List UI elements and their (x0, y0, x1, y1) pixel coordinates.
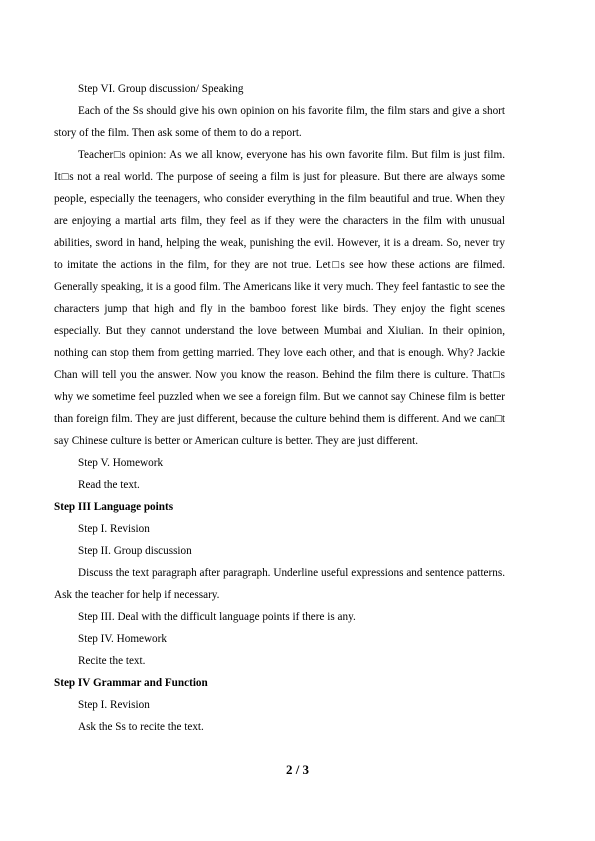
step-heading: Step IV. Homework (78, 633, 167, 645)
text-line: Recite the text. (78, 655, 146, 667)
text-line: Ask the Ss to recite the text. (78, 721, 204, 733)
page-number: 2 / 3 (285, 762, 310, 777)
step-heading: Step I. Revision (78, 523, 150, 535)
step-heading: Step II. Group discussion (78, 545, 192, 557)
document-body (54, 78, 505, 738)
step-heading: Step VI. Group discussion/ Speaking (78, 83, 244, 95)
paragraph: Discuss the text paragraph after paragraph. Underline useful expressions and sentence patterns. Ask the teacher for help if necessary. (54, 567, 505, 601)
step-heading: Step III. Deal with the difficult language points if there is any. (78, 611, 356, 623)
text-line: Read the text. (78, 479, 140, 491)
paragraph-teacher-opinion: Teacher□s opinion: As we all know, everyone has his own favorite film. But film is just film. It□s not a real world. The purpose of seeing a film is just for pleasure. But there are always some people, especially the teenagers, who consider everything in the film beautiful and true. When they are enjoying a martial arts film, they feel as if they were the characters in the film with unusual abilities, sword in hand, helping the weak, punishing the evil. However, it is a dream. So, never try to imitate the actions in the film, for they are not true. Let□s see how these actions are filmed. Generally speaking, it is a good film. The Americans like it very much. They feel fantastic to see the characters jump that high and fly in the bamboo forest like birds. They enjoy the fight scenes especially. But they cannot understand the love between Mumbai and Xiulian. In their opinion, nothing can stop them from getting married. They love each other, and that is enough. Why? Jackie Chan will tell you the answer. Now you know the reason. Behind the film there is culture. That□s why we sometime feel puzzled when we see a foreign film. But we cannot say Chinese film is better than foreign film. They are just different, because the culture behind them is different. And we can□t say Chinese culture is better or American culture is better. They are just different. (54, 149, 505, 447)
step-heading: Step I. Revision (78, 699, 150, 711)
paragraph: Each of the Ss should give his own opinion on his favorite film, the film stars and give a short story of the film. Then ask some of them to do a report. (54, 105, 505, 139)
section-heading: Step III Language points (54, 501, 174, 513)
step-heading: Step V. Homework (78, 457, 164, 469)
section-heading: Step IV Grammar and Function (54, 677, 208, 689)
